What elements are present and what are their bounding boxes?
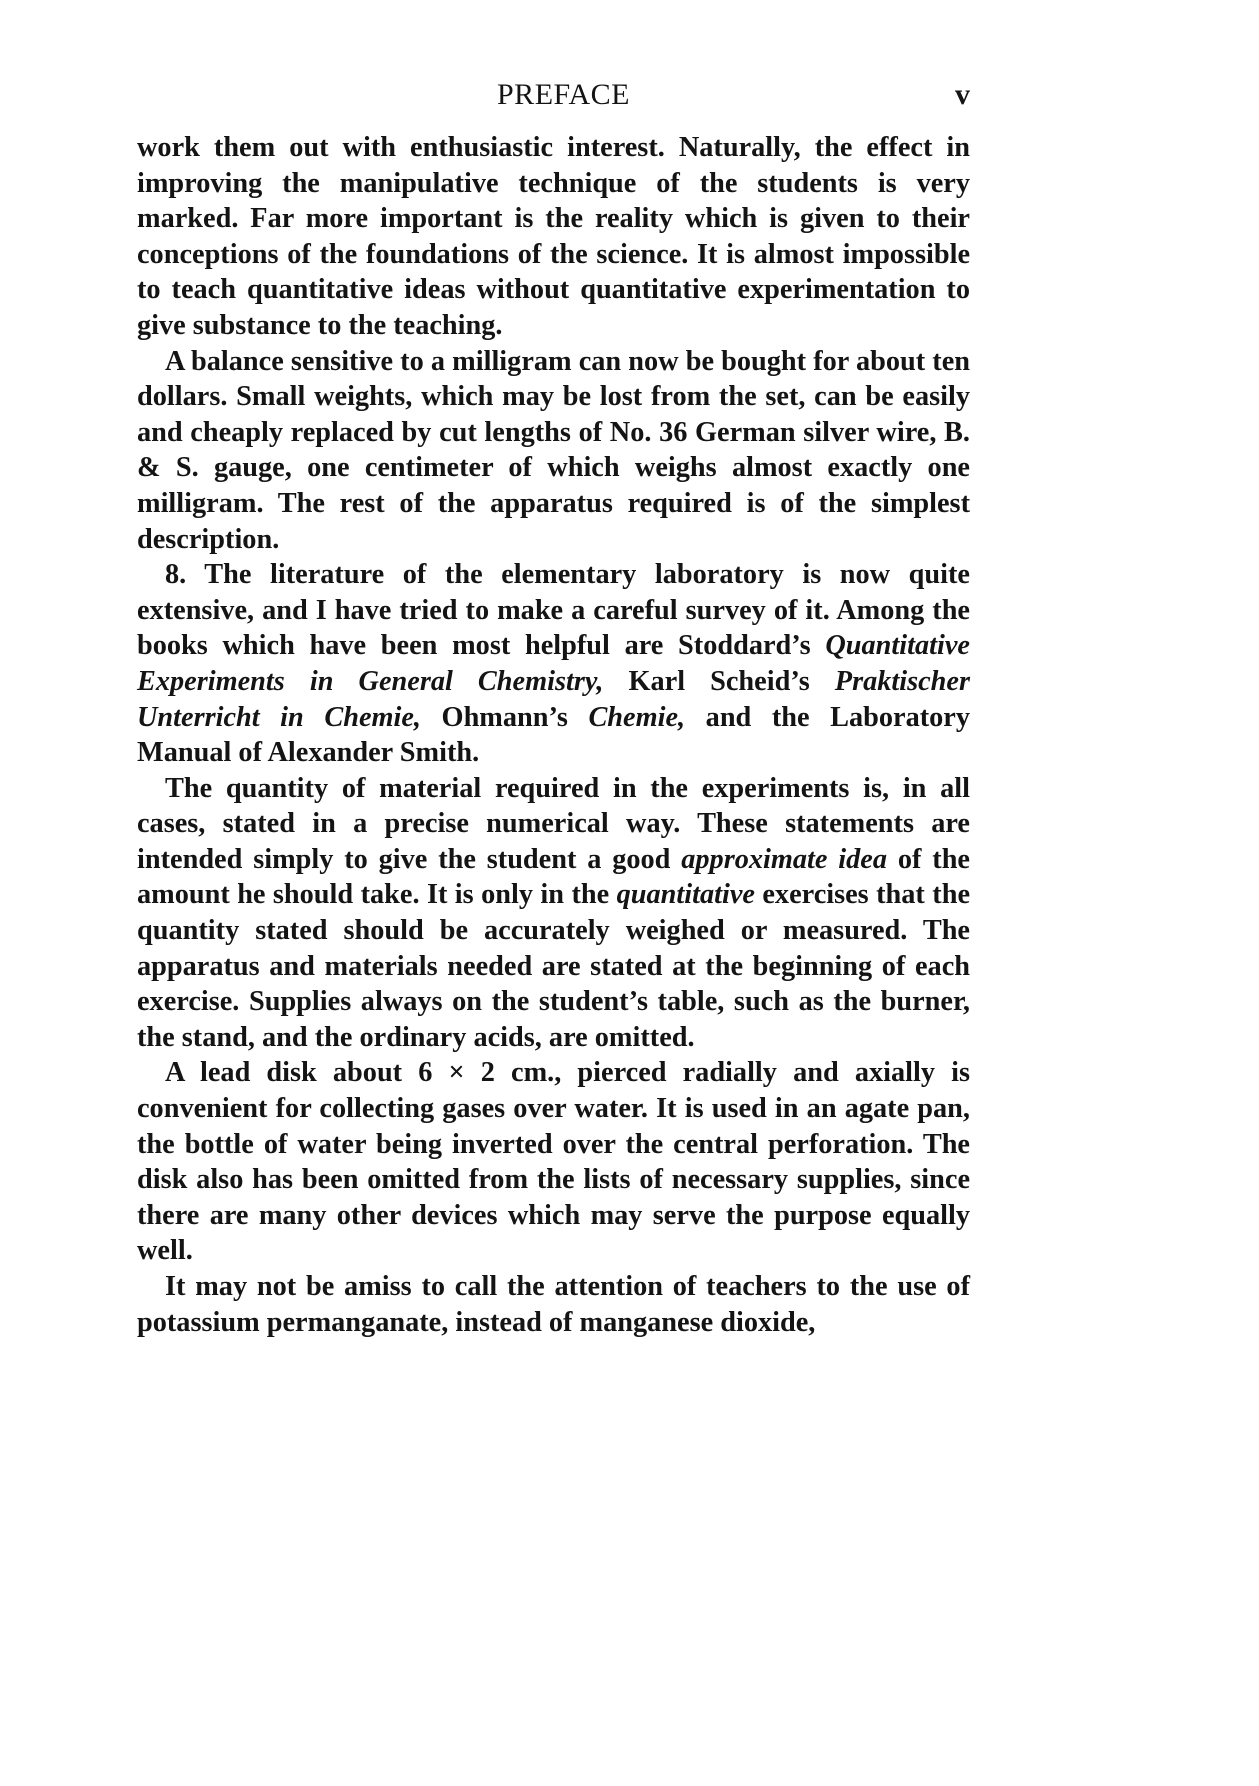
text-segment: A balance sensitive to a milligram can now be bought for about ten dollars. Small weights, which may be lost from the set, can be easily and cheaply replaced by cut lengths of No. 36 German silver wire, B. & S. gauge, one centimeter of which weighs almost exactly one milligram. The rest of the apparatus required is of the simplest description. xyxy=(137,345,970,555)
paragraph-continued xyxy=(137,130,970,344)
text-segment: Ohmann’s xyxy=(421,701,589,733)
paragraph-lead-disk xyxy=(137,1055,970,1269)
book-page xyxy=(137,78,970,1340)
emphasis: quantitative xyxy=(616,879,755,911)
emphasis: approximate idea xyxy=(681,843,888,875)
page-number: v xyxy=(955,78,970,111)
running-title: PREFACE xyxy=(497,78,630,111)
text-segment: 8. The literature of the elementary laboratory is now quite extensive, and I have tried to make a careful survey of it. Among the books which have been most helpful are Stoddard’s xyxy=(137,559,970,662)
text-segment: of the amount he should take. It is only in the xyxy=(137,843,970,911)
text-segment: and the Laboratory Manual of Alexander Smith. xyxy=(137,701,970,769)
paragraph-literature xyxy=(137,557,970,771)
paragraph-permanganate xyxy=(137,1269,970,1340)
paragraph-quantity xyxy=(137,771,970,1056)
book-title: Praktischer Unterricht in Chemie, xyxy=(137,665,970,733)
paragraph-balance xyxy=(137,344,970,558)
body-text xyxy=(137,130,970,1340)
text-segment: Karl Scheid’s xyxy=(603,665,835,697)
text-segment: The quantity of material required in the experiments is, in all cases, stated in a precise numerical way. These statements are intended simply to give the student a good xyxy=(137,772,970,875)
text-segment: It may not be amiss to call the attention of teachers to the use of potassium permanganate, instead of manganese dioxide, xyxy=(137,1271,970,1338)
text-segment: exercises that the quantity stated should be accurately weighed or measured. The apparatus and materials needed are stated at the beginning of each exercise. Supplies always on the student’s table, such as the burner, the stand, and the ordinary acids, are omitted. xyxy=(137,879,970,1053)
text-segment: A lead disk about 6 × 2 cm., pierced radially and axially is convenient for collecting gases over water. It is used in an agate pan, the bottle of water being inverted over the central perforation. The disk also has been omitted from the lists of necessary supplies, since there are many other devices which may serve the purpose equally well. xyxy=(137,1057,970,1267)
running-head xyxy=(137,78,970,118)
book-title: Quantitative Experiments in General Chemistry, xyxy=(137,630,970,697)
book-title: Chemie, xyxy=(588,701,686,733)
text-segment: work them out with enthusiastic interest. Naturally, the effect in improving the manipulative technique of the students is very marked. Far more important is the reality which is given to their conceptions of the foundations of the science. It is almost impossible to teach quantitative ideas without quantitative experimentation to give substance to the teaching. xyxy=(137,132,970,341)
